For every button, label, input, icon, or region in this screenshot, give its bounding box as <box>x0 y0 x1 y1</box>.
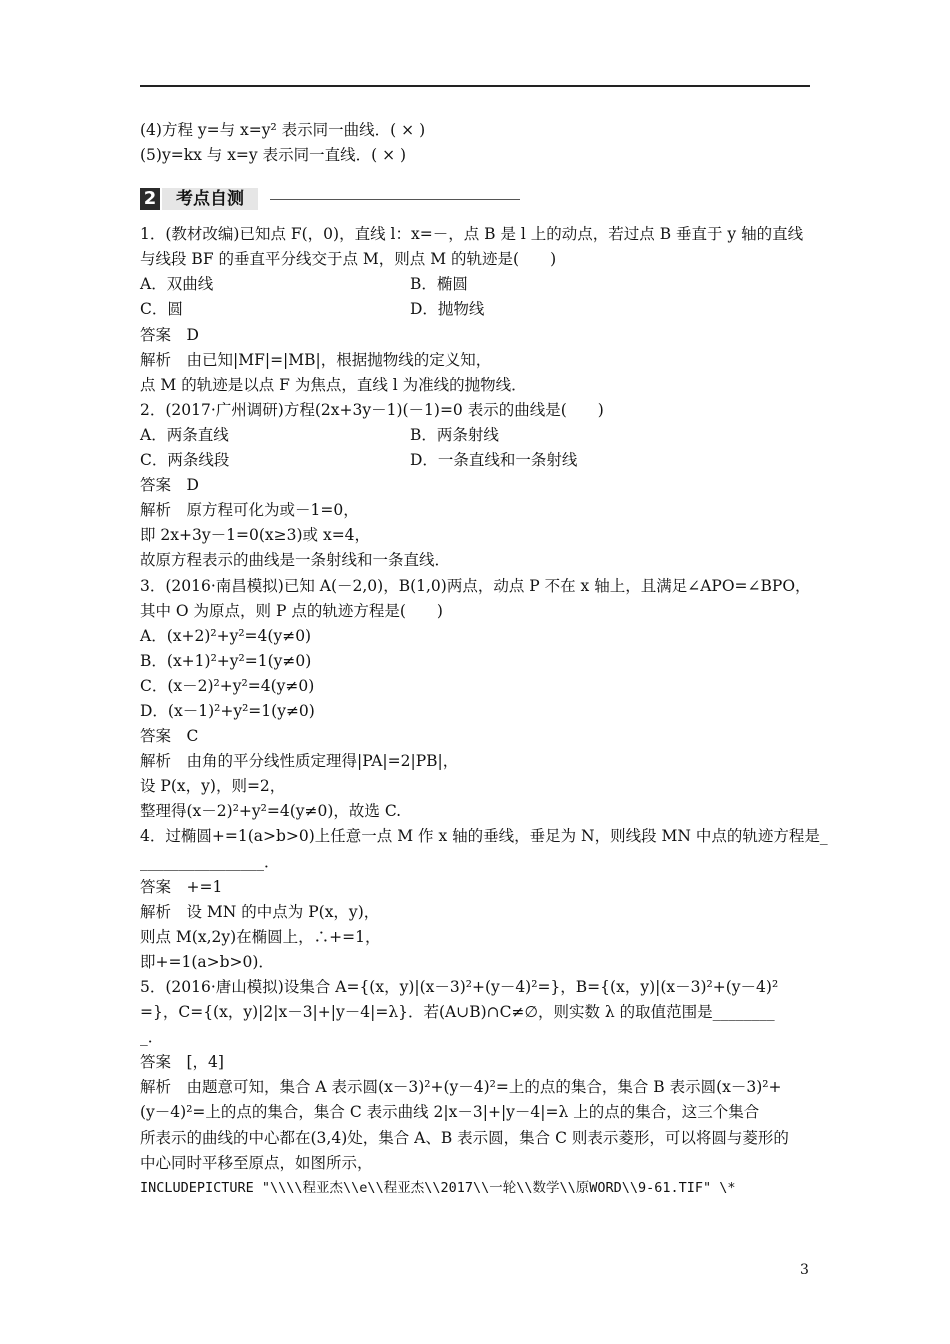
section-number: 2 <box>140 188 160 210</box>
q1-options-row2 <box>140 297 812 322</box>
q1-analysis-line1: 解析 由已知|MF|=|MB|，根据抛物线的定义知， <box>140 350 492 369</box>
q1-option-d: D．抛物线 <box>410 300 485 319</box>
q1-answer: 答案 D <box>140 325 199 344</box>
q5-answer: 答案 [，4] <box>140 1053 224 1072</box>
q2-analysis-line3: 故原方程表示的曲线是一条射线和一条直线． <box>140 551 451 570</box>
q3-option-a: A．(x+2)²+y²=4(y≠0) <box>140 626 312 645</box>
q2-analysis-line2: 即 2x+3y－1=0(x≥3)或 x=4， <box>140 526 371 545</box>
q3-stem-line2: 其中 O 为原点，则 P 点的轨迹方程是( ) <box>140 601 443 620</box>
prev-item-4: (4)方程 y=与 x=y² 表示同一曲线．( × ) <box>140 121 426 139</box>
q2-option-a: A．两条直线 <box>140 425 229 444</box>
q3-option-b: B．(x+1)²+y²=1(y≠0) <box>140 651 312 670</box>
q2-answer: 答案 D <box>140 476 199 495</box>
q5-analysis-line1: 解析 由题意可知，集合 A 表示圆(x－3)²+(y－4)²=上的点的集合，集合 B 表示圆(x－3)²+ <box>140 1078 782 1097</box>
q3-option-c: C．(x－2)²+y²=4(y≠0) <box>140 676 315 695</box>
q2-option-b: B．两条射线 <box>410 425 499 444</box>
q1-option-a: A．双曲线 <box>140 275 214 294</box>
document-body <box>140 118 828 1201</box>
q4-analysis-line2: 则点 M(x,2y)在椭圆上，∴+=1， <box>140 927 381 946</box>
section-title: 考点自测 <box>162 188 258 210</box>
q1-stem-line1: 1．(教材改编)已知点 F(，0)，直线 l：x=－，点 B 是 l 上的动点，若过点 B 垂直于 y 轴的直线 <box>140 225 804 244</box>
q2-options-row1 <box>140 423 812 448</box>
q3-option-d: D．(x－1)²+y²=1(y≠0) <box>140 701 315 720</box>
q2-option-c: C．两条线段 <box>140 451 230 470</box>
q5-stem-line2: =}，C={(x，y)|2|x－3|+|y－4|=λ}．若(A∪B)∩C≠∅，则实数 λ 的取值范围是________ <box>140 1003 775 1022</box>
q4-stem-line2: ________________． <box>140 852 280 871</box>
q5-analysis-line3: 所表示的曲线的中心都在(3,4)处，集合 A、B 表示圆，集合 C 则表示菱形，可以将圆与菱形的 <box>140 1128 789 1147</box>
q2-stem-line1: 2．(2017·广州调研)方程(2x+3y－1)(－1)=0 表示的曲线是( ) <box>140 400 604 419</box>
prev-item-5: (5)y=kx 与 x=y 表示同一直线．( × ) <box>140 146 407 165</box>
q5-analysis-line2: (y－4)²=上的点的集合，集合 C 表示曲线 2|x－3|+|y－4|=λ 上的点的集合，这三个集合 <box>140 1103 760 1122</box>
q3-analysis-line3: 整理得(x－2)²+y²=4(y≠0)，故选 C. <box>140 802 402 821</box>
q1-options-row1 <box>140 272 812 297</box>
q1-option-b: B．椭圆 <box>410 275 468 294</box>
q5-stem-line1: 5．(2016·唐山模拟)设集合 A={(x，y)|(x－3)²+(y－4)²=}，B={(x，y)|(x－3)²+(y－4)² <box>140 978 779 996</box>
header-rule <box>140 85 810 87</box>
q1-analysis-line2: 点 M 的轨迹是以点 F 为焦点，直线 l 为准线的抛物线． <box>140 375 527 394</box>
q4-stem-line1: 4．过椭圆+=1(a>b>0)上任意一点 M 作 x 轴的垂线，垂足为 N，则线段 MN 中点的轨迹方程是_ <box>140 827 828 846</box>
q1-option-c: C．圆 <box>140 300 183 319</box>
section-header <box>140 180 812 220</box>
q3-answer: 答案 C <box>140 727 199 746</box>
q5-analysis-line4: 中心同时平移至原点，如图所示， <box>140 1153 373 1172</box>
q2-analysis-line1: 解析 原方程可化为或－1=0， <box>140 501 359 520</box>
q5-stem-line3: _． <box>140 1028 164 1047</box>
q1-stem-line2: 与线段 BF 的垂直平分线交于点 M，则点 M 的轨迹是( ) <box>140 250 557 269</box>
q5-includepicture-field: INCLUDEPICTURE "\\\\程亚杰\\e\\程亚杰\\2017\\一轮\\数学\\原WORD\\9-61.TIF" \* <box>140 1179 736 1196</box>
page-number: 3 <box>800 1262 809 1278</box>
section-divider <box>270 199 520 200</box>
q3-analysis-line1: 解析 由角的平分线性质定理得|PA|=2|PB|， <box>140 752 459 771</box>
q4-analysis-line1: 解析 设 MN 的中点为 P(x，y)， <box>140 902 380 921</box>
q4-analysis-line3: 即+=1(a>b>0)． <box>140 952 274 971</box>
q4-answer: 答案 +=1 <box>140 877 223 896</box>
q3-stem-line1: 3．(2016·南昌模拟)已知 A(－2,0)，B(1,0)两点，动点 P 不在 x 轴上，且满足∠APO=∠BPO， <box>140 576 811 595</box>
q3-analysis-line2: 设 P(x，y)，则=2， <box>140 777 286 796</box>
q2-option-d: D．一条直线和一条射线 <box>410 451 578 470</box>
q2-options-row2 <box>140 448 812 473</box>
